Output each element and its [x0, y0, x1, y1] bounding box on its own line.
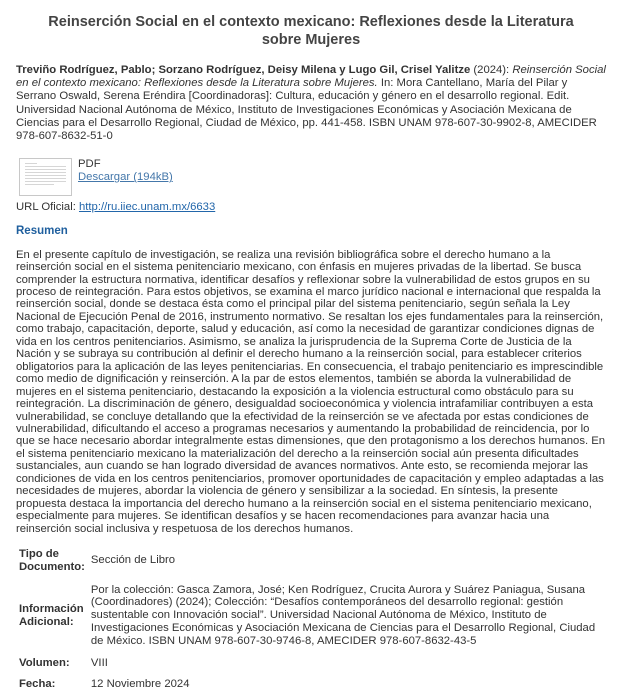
abstract-heading: Resumen [16, 225, 68, 238]
citation [16, 64, 606, 143]
document-download [16, 158, 606, 196]
official-url [16, 201, 606, 214]
metadata-row-additional-info [19, 584, 606, 657]
page-title: Reinserción Social en el contexto mexicano: Reflexiones desde la Literatura sobre Mujeres [48, 14, 574, 48]
official-url-label: URL Oficial: [16, 201, 79, 214]
metadata-table [19, 548, 606, 691]
metadata-label: Volumen: [19, 656, 70, 669]
metadata-value: Sección de Libro [90, 554, 176, 567]
metadata-label: Tipo de Documento: [19, 548, 85, 573]
citation-work-title: Reinserción Social en el contexto mexicano: Reflexiones desde la Literatura sobre Mujeres. [16, 64, 606, 90]
document-format: PDF [78, 158, 101, 171]
metadata-value: 12 Noviembre 2024 [90, 678, 190, 691]
citation-details: In: Mora Cantellano, María del Pilar y Serrano Oswald, Serena Eréndira [Coordinadoras]: Cultura, educación y género en el desarrollo regional. Edit. Universidad Nacional Autónoma de México, Instituto de Investigaciones Económicas y Asociación Mexicana de Ciencias para el Desarrollo Regional, Ciudad de México, pp. 441-458. ISBN UNAM 978-607-30-9902-8, AMECIDER 978-607-8632-51-0 [16, 77, 597, 143]
metadata-label: Información Adicional: [19, 602, 84, 628]
pdf-thumbnail-icon[interactable] [19, 158, 72, 196]
metadata-value: Por la colección: Gasca Zamora, José; Ken Rodríguez, Crucita Aurora y Suárez Paniagua, Susana (Coordinadores) (2024); Colección: “Desafíos contemporáneos del desarrollo regional: gestión sustentable con Innovación social”. Universidad Nacional Autónoma de México, Instituto de Investigaciones Económicas y Asociación Mexicana de Ciencias para el Desarrollo Regional, Ciudad de México. ISBN UNAM 978-607-30-9746-8, AMECIDER 978-607-8632-43-5 [90, 583, 596, 647]
download-link[interactable]: Descargar (194kB) [78, 171, 173, 184]
official-url-link[interactable]: http://ru.iiec.unam.mx/6633 [78, 201, 216, 214]
metadata-row-volume [19, 657, 606, 679]
citation-authors: Treviño Rodríguez, Pablo; Sorzano Rodríguez, Deisy Milena y Lugo Gil, Crisel Yalitze [16, 64, 471, 76]
metadata-row-date [19, 678, 606, 691]
citation-year: (2024): [470, 64, 513, 76]
metadata-row-document-type [19, 548, 606, 584]
metadata-label: Fecha: [19, 678, 56, 691]
metadata-value: VIII [90, 656, 108, 669]
abstract-text: En el presente capítulo de investigación, se realiza una revisión bibliográfica sobre el derecho humano a la reinserción social en el sistema penitenciario mexicano, con énfasis en mujeres privadas de la libertad. Se busca comprender la estructura normativa, identificar desafíos y reflexionar sobre la vulnerabilidad de estos grupos en su proceso de reintegración. Para estos objetivos, se examina el marco jurídico nacional e internacional que respalda la reinserción social, donde se destaca ésta como el principal pilar del sistema penitenciario, según señala la Ley Nacional de Ejecución Penal de 2016, instrumento normativo. Se resaltan los ejes fundamentales para la reinserción, como trabajo, capacitación, deporte, salud y educación, así como la necesidad de garantizar condiciones dignas de vida en los centros penitenciarios. Asimismo, se analiza la jurisprudencia de la Suprema Corte de Justicia de la Nación y se subraya su contribución al definir el derecho humano a la reinserción social, para establecer criterios obligatorios para la aplicación de las leyes penitenciarias. En consecuencia, el trabajo penitenciario es imprescindible como medio de dignificación y reinserción. A la par de estos elementos, también se aborda la vulnerabilidad de mujeres en el sistema penitenciario, destacando la exposición a la violencia estructural como obstáculo para su reintegración. La discriminación de género, desigualdad socioeconómica y violencia intrafamiliar contribuyen a esta vulnerabilidad, se concluye detallando que la efectividad de la reinserción se ve afectada por estas condiciones de vulnerabilidad, dificultando el acceso a programas necesarios y aumentando la probabilidad de reincidencia, por lo que se hace necesario abordar integralmente estas dimensiones, que den protagonismo a los derechos humanos. En el sistema penitenciario mexicano la materialización del derecho a la reinserción social aún presenta dificultades sustanciales, aun cuando se han logrado diversidad de avances normativos. Ante esto, se recomienda mejorar las condiciones de vida en los centros penitenciarios, promover oportunidades de capacitación y empleo adaptadas a las necesidades de mujeres, abordar la violencia de género y sensibilizar a la sociedad. En síntesis, la presente propuesta destaca la importancia del derecho humano a la reinserción social en el sistema penitenciario mexicano, especialmente para mujeres. Se identifican desafíos y se hacen recomendaciones para avanzar hacia una reinserción social inclusiva y respetuosa de los derechos humanos. [16, 248, 606, 535]
